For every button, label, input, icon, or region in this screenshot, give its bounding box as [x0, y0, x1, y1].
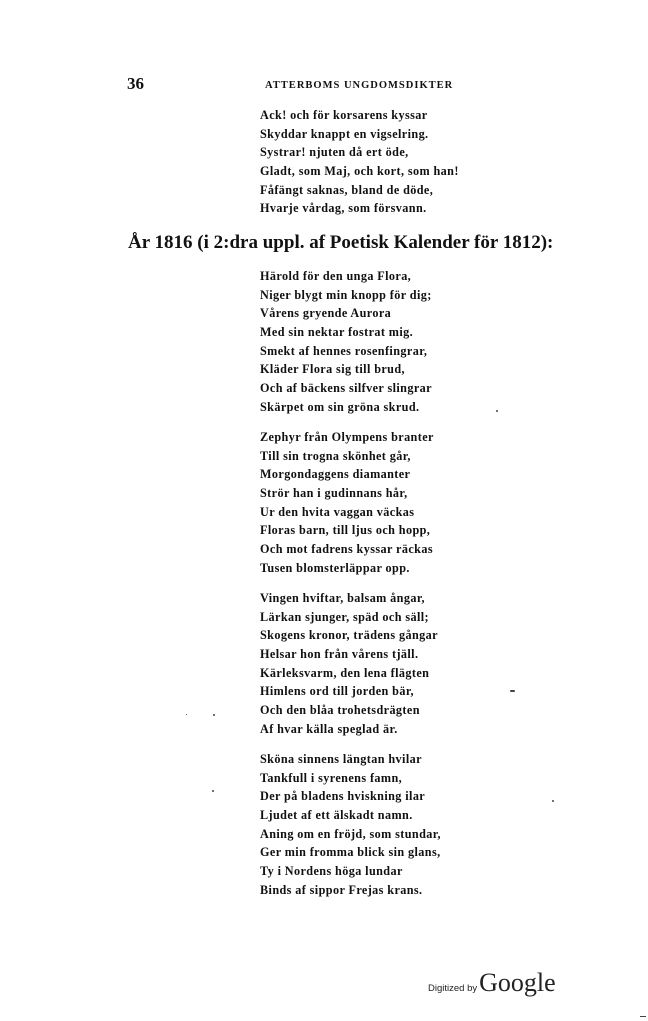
- running-head: ATTERBOMS UNGDOMSDIKTER: [265, 80, 454, 91]
- verse-line: Ljudet af ett älskadt namn.: [260, 808, 413, 823]
- verse-line: Ty i Nordens höga lundar: [260, 864, 403, 879]
- verse-line: Gladt, som Maj, och kort, som han!: [260, 164, 459, 179]
- stanza: [260, 106, 459, 218]
- verse-line: Vingen hviftar, balsam ångar,: [260, 591, 425, 605]
- verse-line: Sköna sinnens längtan hvilar: [260, 752, 422, 766]
- scan-speck: [640, 1016, 646, 1017]
- verse-line: Härold för den unga Flora,: [260, 269, 412, 283]
- scan-speck: [552, 800, 554, 802]
- verse-line: Zephyr från Olympens branter: [260, 430, 434, 444]
- verse-line: Af hvar källa speglad är.: [260, 721, 398, 736]
- verse-line: Fåfängt saknas, bland de döde,: [260, 182, 434, 197]
- stanza: [260, 589, 438, 739]
- stanza: [260, 428, 434, 578]
- verse-line: Kärleksvarm, den lena flägten: [260, 665, 430, 680]
- verse-line: Och den blåa trohetsdrägten: [260, 703, 420, 718]
- verse-line: Morgondaggens diamanter: [260, 467, 411, 482]
- verse-line: Binds af sippor Frejas krans.: [260, 882, 423, 897]
- verse-line: Vårens gryende Aurora: [260, 306, 392, 321]
- verse-line: Aning om en fröjd, som stundar,: [260, 826, 441, 841]
- verse-line: Helsar hon från vårens tjäll.: [260, 647, 419, 662]
- verse-line: Skogens kronor, trädens gångar: [260, 628, 438, 643]
- verse-line: Skyddar knappt en vigselring.: [260, 126, 429, 141]
- verse-line: Himlens ord till jorden bär,: [260, 684, 414, 699]
- verse-line: Tusen blomsterläppar opp.: [260, 560, 410, 575]
- watermark-prefix: Digitized by: [428, 983, 478, 994]
- verse-line: Systrar! njuten då ert öde,: [260, 145, 409, 160]
- stanza: [260, 267, 432, 417]
- verse-line: Kläder Flora sig till brud,: [260, 362, 405, 377]
- page-number: 36: [127, 74, 144, 93]
- scan-speck: [186, 714, 187, 715]
- digitized-watermark: [428, 968, 556, 998]
- verse-line: Och af bäckens silfver slingrar: [260, 381, 432, 396]
- verse-line: Ack! och för korsarens kyssar: [260, 108, 428, 122]
- verse-line: Smekt af hennes rosenfingrar,: [260, 343, 428, 358]
- verse-line: Med sin nektar fostrat mig.: [260, 325, 414, 340]
- section-heading: År 1816 (i 2:dra uppl. af Poetisk Kalender för 1812):: [128, 232, 554, 253]
- scan-speck: [496, 410, 498, 412]
- verse-line: Ur den hvita vaggan väckas: [260, 504, 415, 519]
- scan-speck: [212, 790, 214, 792]
- verse-line: Niger blygt min knopp för dig;: [260, 287, 432, 302]
- verse-line: Floras barn, till ljus och hopp,: [260, 523, 431, 538]
- verse-line: Ger min fromma blick sin glans,: [260, 845, 441, 860]
- verse-line: Skärpet om sin gröna skrud.: [260, 399, 420, 414]
- verse-line: Strör han i gudinnans hår,: [260, 486, 408, 501]
- verse-line: Lärkan sjunger, späd och säll;: [260, 609, 430, 624]
- google-logo: Google: [479, 968, 556, 997]
- verse-line: Hvarje vårdag, som försvann.: [260, 201, 427, 216]
- stanza: [260, 750, 441, 900]
- verse-line: Tankfull i syrenens famn,: [260, 770, 403, 785]
- verse-line: Till sin trogna skönhet går,: [260, 448, 411, 463]
- scan-speck: [213, 714, 215, 716]
- verse-line: Der på bladens hviskning ilar: [260, 789, 426, 804]
- scan-speck: [510, 690, 515, 692]
- verse-line: Och mot fadrens kyssar räckas: [260, 542, 433, 557]
